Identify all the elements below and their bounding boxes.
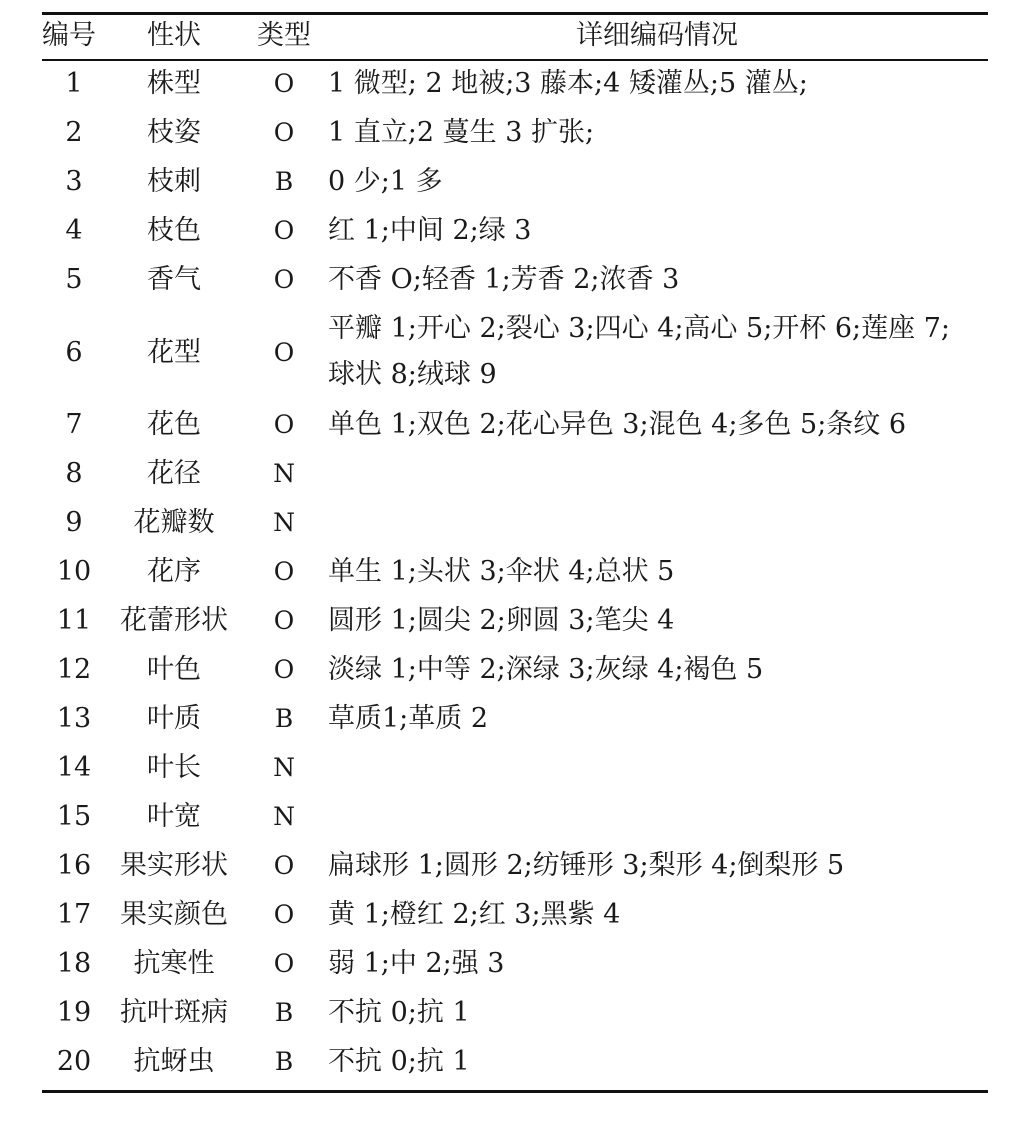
- row-number: 20: [56, 1046, 92, 1077]
- row-type: B: [274, 1047, 294, 1076]
- row-trait: 花序: [147, 556, 201, 587]
- table-row: [42, 645, 988, 694]
- row-detail: [326, 498, 988, 547]
- row-detail: 0 少;1 多: [328, 166, 443, 197]
- row-trait: 抗寒性: [133, 948, 215, 979]
- row-number: 10: [56, 556, 92, 587]
- row-number: 12: [56, 654, 92, 685]
- table-row: [42, 206, 988, 255]
- row-trait: 叶质: [147, 703, 201, 734]
- row-detail: 黄 1;橙红 2;红 3;黑紫 4: [328, 899, 621, 930]
- row-trait: 果实形状: [120, 850, 228, 881]
- row-detail: 淡绿 1;中等 2;深绿 3;灰绿 4;褐色 5: [328, 654, 764, 685]
- table-row: [42, 304, 988, 400]
- row-number: 19: [56, 997, 92, 1028]
- row-detail: 不抗 0;抗 1: [328, 1046, 470, 1077]
- row-trait: 叶宽: [147, 801, 201, 832]
- table-row: [42, 157, 988, 206]
- row-detail: 不香 O;轻香 1;芳香 2;浓香 3: [328, 264, 680, 295]
- row-trait: 抗叶斑病: [120, 997, 228, 1028]
- row-type: N: [273, 802, 295, 831]
- row-trait: 枝姿: [147, 117, 201, 148]
- row-type: O: [273, 851, 295, 880]
- row-detail: 草质1;革质 2: [328, 703, 489, 734]
- table-row: [42, 59, 988, 108]
- row-detail: 1 微型; 2 地被;3 藤本;4 矮灌丛;5 灌丛;: [328, 68, 808, 99]
- row-type: O: [273, 606, 295, 635]
- header-detail: 详细编码情况: [576, 20, 738, 51]
- table-row: [42, 694, 988, 743]
- row-type: O: [273, 949, 295, 978]
- row-number: 18: [56, 948, 92, 979]
- row-trait: 果实颜色: [120, 899, 228, 930]
- table-row: [42, 841, 988, 890]
- row-trait: 抗蚜虫: [133, 1046, 215, 1077]
- table-row: [42, 547, 988, 596]
- table-header: [42, 12, 988, 59]
- row-number: 3: [65, 166, 83, 197]
- row-number: 11: [56, 605, 92, 636]
- header-number: 编号: [42, 20, 96, 51]
- row-type: B: [274, 704, 294, 733]
- table-row: [42, 890, 988, 939]
- row-type: B: [274, 998, 294, 1027]
- row-trait: 枝刺: [147, 166, 201, 197]
- row-type: O: [273, 118, 295, 147]
- row-number: 16: [56, 850, 92, 881]
- table-row: [42, 939, 988, 988]
- row-type: O: [273, 265, 295, 294]
- row-detail: [326, 449, 988, 498]
- table-row: [42, 255, 988, 304]
- row-trait: 株型: [147, 68, 201, 99]
- row-detail: 圆形 1;圆尖 2;卵圆 3;笔尖 4: [328, 605, 675, 636]
- row-type: O: [273, 557, 295, 586]
- row-type: O: [273, 655, 295, 684]
- row-type: O: [273, 216, 295, 245]
- table-row: [42, 1037, 988, 1086]
- row-type: O: [273, 337, 295, 367]
- row-number: 5: [65, 264, 83, 295]
- row-detail: 弱 1;中 2;强 3: [328, 948, 505, 979]
- table-row: [42, 449, 988, 498]
- row-number: 4: [65, 215, 83, 246]
- row-trait: 叶长: [147, 752, 201, 783]
- table-row: [42, 498, 988, 547]
- row-detail: 扁球形 1;圆形 2;纺锤形 3;梨形 4;倒梨形 5: [328, 850, 845, 881]
- row-trait: 叶色: [147, 654, 201, 685]
- row-type: B: [274, 167, 294, 196]
- row-type: N: [273, 508, 295, 537]
- table-row: [42, 988, 988, 1037]
- row-type: O: [273, 69, 295, 98]
- row-number: 2: [65, 117, 83, 148]
- row-number: 6: [65, 336, 83, 368]
- row-trait: 花蕾形状: [120, 605, 228, 636]
- row-number: 13: [56, 703, 92, 734]
- row-detail: 单生 1;头状 3;伞状 4;总状 5: [328, 556, 675, 587]
- row-detail: 单色 1;双色 2;花心异色 3;混色 4;多色 5;条纹 6: [328, 409, 907, 440]
- row-trait: 枝色: [147, 215, 201, 246]
- table-row: [42, 108, 988, 157]
- row-trait: 花型: [147, 336, 201, 368]
- row-number: 1: [65, 68, 83, 99]
- row-number: 9: [65, 507, 83, 538]
- trait-coding-table: [42, 12, 988, 1086]
- table-bottom-rule: [42, 1090, 988, 1093]
- table-row: [42, 743, 988, 792]
- row-detail: [326, 743, 988, 792]
- row-number: 14: [56, 752, 92, 783]
- table-row: [42, 596, 988, 645]
- row-trait: 花色: [147, 409, 201, 440]
- row-trait: 花径: [147, 458, 201, 489]
- row-detail: 不抗 0;抗 1: [328, 997, 470, 1028]
- header-row: [42, 12, 988, 59]
- row-type: O: [273, 900, 295, 929]
- table-row: [42, 400, 988, 449]
- table-row: [42, 792, 988, 841]
- row-number: 7: [65, 409, 83, 440]
- row-number: 17: [56, 899, 92, 930]
- row-number: 8: [65, 458, 83, 489]
- row-type: N: [273, 753, 295, 782]
- row-detail: 平瓣 1;开心 2;裂心 3;四心 4;高心 5;开杯 6;莲座 7;球状 8;绒球 9: [328, 313, 951, 390]
- row-number: 15: [56, 801, 92, 832]
- row-type: O: [273, 410, 295, 439]
- row-detail: 红 1;中间 2;绿 3: [328, 215, 532, 246]
- header-trait: 性状: [147, 20, 201, 51]
- header-type: 类型: [257, 20, 311, 51]
- row-detail: [326, 792, 988, 841]
- row-type: N: [273, 459, 295, 488]
- row-detail: 1 直立;2 蔓生 3 扩张;: [328, 117, 595, 148]
- row-trait: 花瓣数: [133, 507, 215, 538]
- row-trait: 香气: [147, 264, 201, 295]
- table-body: [42, 59, 988, 1086]
